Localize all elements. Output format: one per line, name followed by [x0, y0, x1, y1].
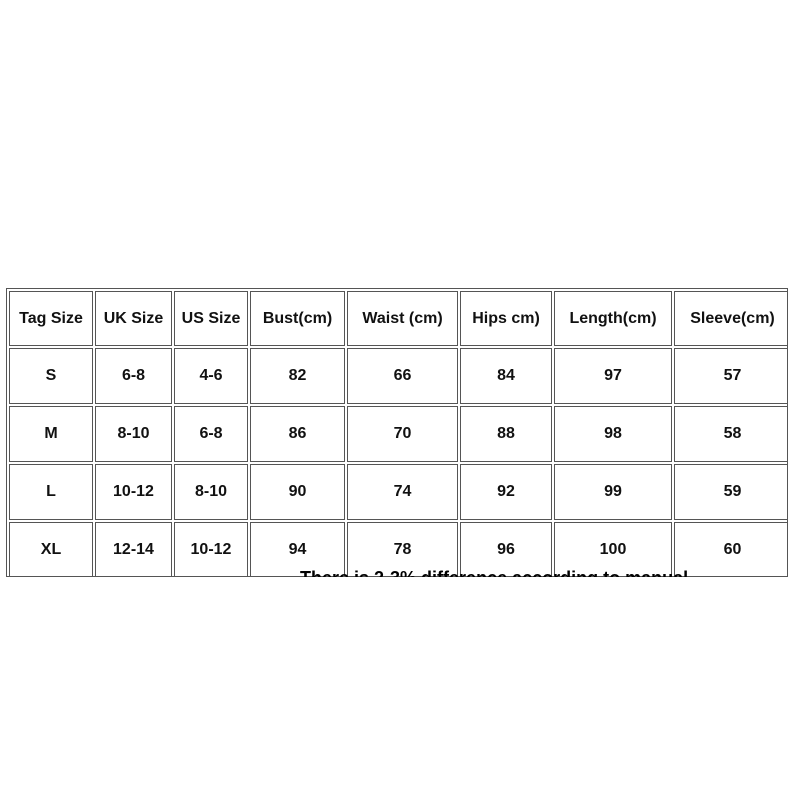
table-row	[9, 464, 788, 520]
header-bust: Bust(cm)	[250, 291, 345, 346]
table-cell: 58	[674, 406, 788, 462]
table-cell: 12-14	[95, 522, 172, 577]
table-cell: 8-10	[95, 406, 172, 462]
header-sleeve: Sleeve(cm)	[674, 291, 788, 346]
table-cell: 78	[347, 522, 458, 577]
size-table	[7, 289, 788, 577]
table-cell: 92	[460, 464, 552, 520]
header-hips: Hips cm)	[460, 291, 552, 346]
table-cell: M	[9, 406, 93, 462]
table-cell: 100	[554, 522, 672, 577]
table-cell: 98	[554, 406, 672, 462]
header-length: Length(cm)	[554, 291, 672, 346]
table-cell: 4-6	[174, 348, 248, 404]
table-cell: 99	[554, 464, 672, 520]
table-cell: 6-8	[174, 406, 248, 462]
table-cell: 70	[347, 406, 458, 462]
table-row	[9, 406, 788, 462]
table-cell: L	[9, 464, 93, 520]
table-cell: 10-12	[174, 522, 248, 577]
table-cell: 94	[250, 522, 345, 577]
table-cell: 10-12	[95, 464, 172, 520]
header-waist: Waist (cm)	[347, 291, 458, 346]
table-cell: 66	[347, 348, 458, 404]
header-uk-size: UK Size	[95, 291, 172, 346]
table-row	[9, 348, 788, 404]
size-chart	[6, 288, 788, 577]
table-cell: 74	[347, 464, 458, 520]
table-cell: 97	[554, 348, 672, 404]
table-cell: 8-10	[174, 464, 248, 520]
table-cell: 96	[460, 522, 552, 577]
header-us-size: US Size	[174, 291, 248, 346]
table-cell: 90	[250, 464, 345, 520]
table-cell: 60	[674, 522, 788, 577]
table-cell: 84	[460, 348, 552, 404]
table-header-row	[9, 291, 788, 346]
table-cell: 6-8	[95, 348, 172, 404]
table-cell: 82	[250, 348, 345, 404]
table-cell: S	[9, 348, 93, 404]
table-cell: 57	[674, 348, 788, 404]
table-cell: XL	[9, 522, 93, 577]
table-cell: 88	[460, 406, 552, 462]
table-cell: 59	[674, 464, 788, 520]
table-cell: 86	[250, 406, 345, 462]
header-tag-size: Tag Size	[9, 291, 93, 346]
footnote-crop-mask	[0, 577, 800, 800]
